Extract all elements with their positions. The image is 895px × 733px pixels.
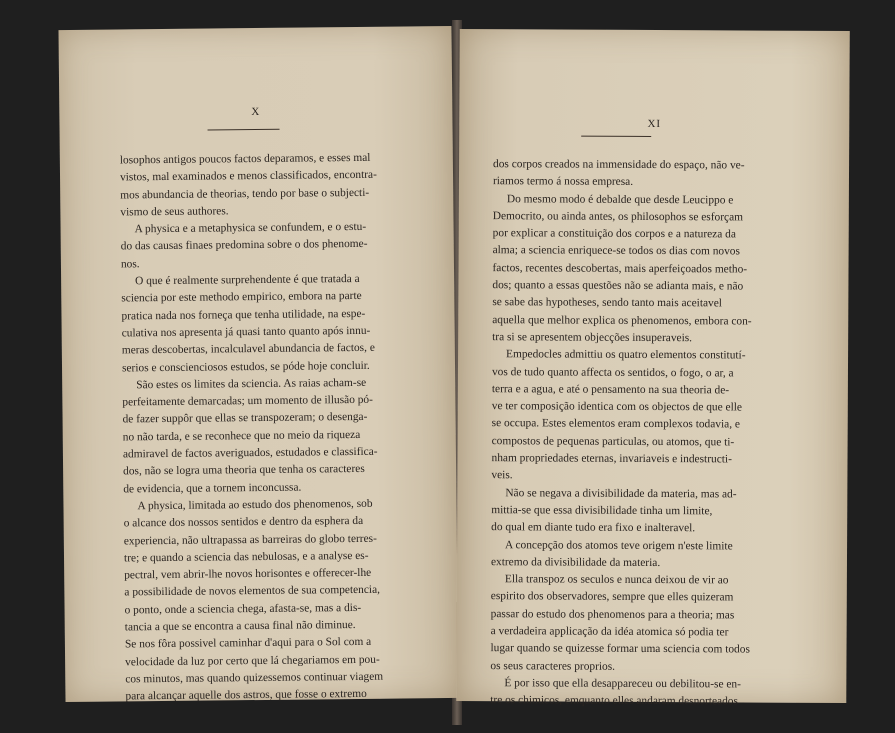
text-line: de evidencia, que a tornem inconcussa. — [123, 481, 302, 496]
text-line: tre; e quando a sciencia das nebulosas, e a analyse es- — [123, 549, 369, 565]
text-line: culativa nos apresenta já quasi tanto quanto após innu- — [121, 324, 371, 340]
text-line: passar do estudo dos phenomenos para a theoria; mas — [490, 607, 735, 622]
text-line: riamos termo á nossa empresa. — [492, 175, 634, 189]
text-line: experiencia, não ultrapassa as barreiras do globo terres- — [123, 532, 377, 547]
text-line: para alcançar aquelle dos astros, que fosse o extremo — [125, 688, 367, 703]
text-line: a possibilidade de novos elementos de sua competencia, — [124, 584, 381, 599]
text-line: São estes os limites da sciencia. As raias acham-se — [136, 376, 367, 392]
text-line: losophos antigos poucos factos deparamos, e esses mal — [119, 151, 371, 167]
text-line: factos, recentes descobertas, mais aperfeiçoados metho- — [492, 261, 748, 276]
text-line: compostos de pequenas particulas, ou atomos, que ti- — [491, 434, 735, 449]
text-line: tre os chimicos, emquanto elles andaram desnorteados — [490, 694, 738, 708]
text-line: o ponto, onde a sciencia chega, afasta-se, mas a dis- — [124, 601, 362, 617]
text-line: os seus caracteres proprios. — [490, 659, 616, 673]
text-line: pectral, vem abrir-lhe novos horisontes e offerecer-lhe — [124, 566, 372, 582]
text-line: espirito dos observadores, sempre que elles quizeram — [490, 590, 734, 604]
text-line: pratica nada nos forneça que tenha utilidade, na espe- — [121, 307, 366, 323]
right-page-body — [490, 156, 813, 711]
text-line: admiravel de factos averiguados, estudados e classifica- — [122, 445, 378, 461]
text-line: Não se negava a divisibilidade da materia, mas ad- — [505, 486, 737, 501]
text-line: a verdadeira applicação da idéa atomica só podia ter — [490, 625, 729, 639]
text-line: Do mesmo modo é debalde que desde Leucippo e — [506, 192, 734, 207]
text-line: A physica, limitada ao estudo dos phenomenos, sob — [137, 497, 373, 513]
text-line: mos abundancia de theorias, tendo por base o subjecti- — [120, 186, 370, 202]
left-header-rule — [208, 129, 280, 131]
text-line: do qual em diante tudo era fixo e inalteravel. — [491, 521, 696, 535]
text-line: velocidade da luz por certo que lá chegariamos em pou- — [125, 653, 380, 669]
text-line: vismo de seus authores. — [120, 205, 229, 219]
text-line: sciencia por este methodo empirico, embora na parte — [121, 290, 362, 305]
text-line: cos minutos, mas quando quizessemos continuar viagem — [125, 670, 384, 686]
text-line: O que é realmente surprehendente é que tratada a — [135, 273, 360, 288]
text-line: vistos, mal examinados e menos classificados, encontra- — [119, 169, 377, 184]
text-line: ve ter composição identica com os objectos de que elle — [491, 400, 743, 414]
left-page-header: X — [251, 105, 261, 119]
text-line: É por isso que ella desappareceu ou debilitou-se en- — [504, 677, 741, 691]
text-line: meras descobertas, incalculavel abundancia de factos, e — [121, 342, 375, 357]
text-line: veis. — [491, 469, 513, 482]
left-page-body — [120, 149, 441, 706]
text-line: perfeitamente demarcadas; um momento de illusão pó- — [122, 393, 373, 409]
text-line: terra e a agua, e até o pensamento na sua theoria de- — [491, 383, 730, 397]
text-line: Empedocles admittiu os quatro elementos constitutí- — [506, 348, 746, 362]
text-line: A physica e a metaphysica se confundem, e o estu- — [134, 221, 367, 236]
text-line: mittia-se que essa divisibilidade tinha um limite, — [491, 504, 713, 518]
text-line: por explicar a constituição dos corpos e a natureza da — [492, 227, 736, 241]
text-line: A concepção dos atomos teve origem n'este limite — [505, 538, 733, 552]
text-line: nos. — [120, 258, 140, 271]
left-page — [58, 26, 458, 702]
text-line: vos de tudo quanto affecta os sentidos, o fogo, o ar, a — [491, 365, 734, 379]
text-line: Ella transpoz os seculos e nunca deixou de vir ao — [504, 573, 729, 587]
right-page-header: XI — [647, 117, 662, 131]
text-line: nham propriedades eternas, invariaveis e indestructi- — [491, 452, 732, 466]
text-line: de fazer suppôr que ellas se transpozeram; o desenga- — [122, 411, 368, 426]
right-page — [456, 29, 850, 708]
right-header-rule — [581, 136, 651, 137]
text-line: tra si se apresentem objecções insuperaveis. — [492, 331, 693, 345]
text-line: dos corpos creados na immensidade do espaço, não ve- — [493, 158, 745, 172]
text-line: Se nos fôra possivel caminhar d'aqui para o Sol com a — [124, 636, 372, 651]
text-line: lugar quando se quizesse formar uma sciencia com todos — [490, 642, 750, 656]
text-line: serios e conscienciosos estudos, se póde hoje concluir. — [121, 359, 370, 374]
text-line: aquella que melhor explica os phenomenos, embora con- — [492, 313, 752, 328]
text-line: dos; quanto a essas questões não se adianta mais, e não — [492, 279, 744, 293]
text-line: se sabe das hypotheses, sendo tanto mais aceitavel — [492, 296, 723, 310]
text-line: Democrito, ou ainda antes, os philosophos se esforçam — [492, 210, 744, 224]
text-line: do das causas finaes predomina sobre o dos phenome- — [120, 238, 368, 253]
text-line: tancia a que se encontra a causa final não diminue. — [124, 619, 356, 634]
text-line: no não tarda, e se reconhece que no meio da riqueza — [122, 428, 361, 444]
text-line: alma; a sciencia enriquece-se todos os dias com novos — [492, 244, 740, 258]
text-line: dos, não se logra uma theoria que tenha os caracteres — [123, 463, 365, 478]
text-line: extremo da divisibilidade da materia. — [490, 555, 661, 569]
text-line: se occupa. Estes elementos eram complexos todavia, e — [491, 417, 741, 431]
text-line: o alcance dos nossos sentidos e dentro da esphera da — [123, 515, 364, 530]
